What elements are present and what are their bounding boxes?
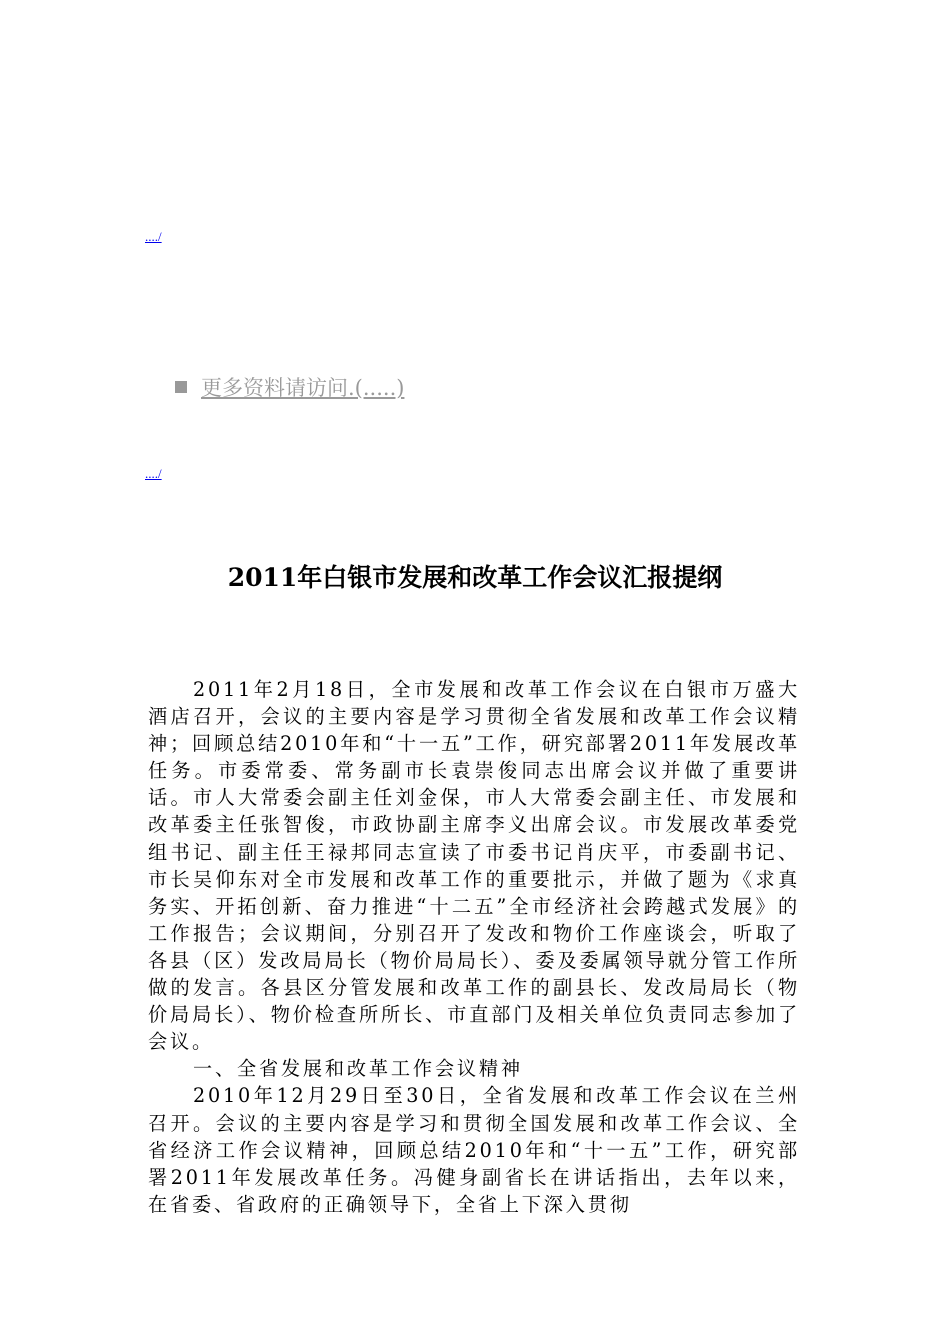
section-heading: 一、全省发展和改革工作会议精神	[193, 1057, 523, 1081]
more-resources-link[interactable]: 更多资料请访问.(.....)	[201, 376, 405, 400]
more-resources-row	[175, 372, 404, 402]
secondary-link[interactable]: ..../	[145, 466, 162, 481]
paragraph: 2011年2月18日，全市发展和改革工作会议在白银市万盛大酒店召开，会议的主要内容是学习贯彻全省发展和改革工作会议精神；回顾总结2010年和“十一五”工作，研究部署2011年发展改革任务。市委常委、常务副市长袁崇俊同志出席会议并做了重要讲话。市人大常委会副主任刘金保，市人大常委会副主任、市发展和改革委主任张智俊，市政协副主席李义出席会议。市发展改革委党组书记、副主任王禄邦同志宣读了市委书记肖庆平，市委副书记、市长吴仰东对全市发展和改革工作的重要批示，并做了题为《求真务实、开拓创新、奋力推进“十二五”全市经济社会跨越式发展》的工作报告；会议期间，分别召开了发改和物价工作座谈会，听取了各县（区）发改局局长（物价局局长）、委及委属领导就分管工作所做的发言。各县区分管发展和改革工作的副县长、发改局局长（物价局局长）、物价检查所所长、市直部门及相关单位负责同志参加了会议。	[148, 678, 800, 1054]
document-body	[148, 676, 800, 1218]
top-link[interactable]: ..../	[145, 229, 162, 244]
square-bullet-icon	[175, 381, 187, 393]
paragraph: 2010年12月29日至30日，全省发展和改革工作会议在兰州召开。会议的主要内容是学习和贯彻全国发展和改革工作会议、全省经济工作会议精神，回顾总结2010年和“十一五”工作，研究部署2011年发展改革任务。冯健身副省长在讲话指出，去年以来，在省委、省政府的正确领导下，全省上下深入贯彻	[148, 1084, 800, 1216]
document-title: 2011年白银市发展和改革工作会议汇报提纲	[227, 563, 723, 592]
